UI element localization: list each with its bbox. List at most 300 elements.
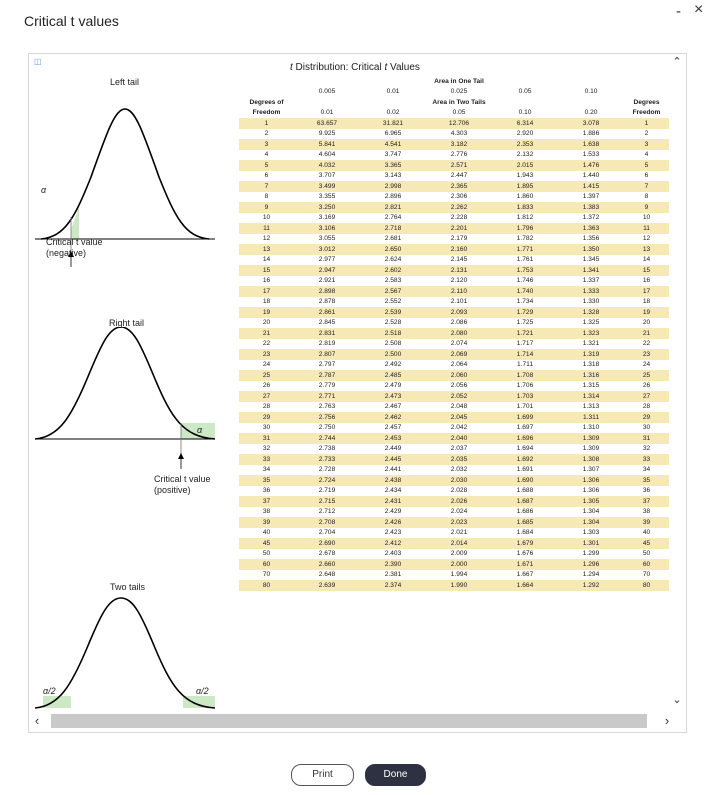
t-value-cell: 2.898 bbox=[294, 286, 360, 297]
t-value-cell: 2.201 bbox=[426, 223, 492, 234]
table-row bbox=[239, 192, 669, 203]
t-value-cell: 1.729 bbox=[492, 307, 558, 318]
t-value-cell: 2.750 bbox=[318, 424, 336, 432]
t-value-cell: 2.602 bbox=[360, 265, 426, 276]
df-cell: 10 bbox=[262, 214, 271, 222]
t-value-cell: 1.714 bbox=[492, 349, 558, 360]
image-icon: ◫ bbox=[34, 57, 42, 66]
t-value-cell: 2.878 bbox=[318, 298, 336, 306]
t-value-cell: 1.304 bbox=[558, 517, 624, 528]
t-value-cell: 1.796 bbox=[492, 223, 558, 234]
t-value-cell: 1.476 bbox=[558, 160, 624, 171]
t-value-cell: 2.434 bbox=[384, 487, 402, 495]
table-row bbox=[239, 444, 669, 455]
t-value-cell: 2.567 bbox=[360, 286, 426, 297]
t-value-cell: 1.303 bbox=[582, 529, 600, 537]
t-value-cell: 2.023 bbox=[426, 517, 492, 528]
df-cell: 38 bbox=[262, 508, 271, 516]
t-value-cell: 1.703 bbox=[492, 391, 558, 402]
df-cell: 27 bbox=[624, 391, 669, 402]
df-cell: 6 bbox=[644, 172, 649, 180]
t-value-cell: 2.771 bbox=[294, 391, 360, 402]
scroll-down-icon[interactable]: ⌄ bbox=[672, 694, 682, 706]
t-value-cell: 2.453 bbox=[360, 433, 426, 444]
t-value-cell: 2.060 bbox=[426, 370, 492, 381]
t-value-cell: 3.169 bbox=[318, 214, 336, 222]
t-value-cell: 2.009 bbox=[450, 550, 468, 558]
t-value-cell: 1.363 bbox=[558, 223, 624, 234]
t-value-cell: 1.306 bbox=[582, 487, 600, 495]
t-value-cell: 2.026 bbox=[426, 496, 492, 507]
t-value-cell: 5.841 bbox=[294, 139, 360, 150]
table-row bbox=[239, 349, 669, 360]
t-value-cell: 2.756 bbox=[294, 412, 360, 423]
df-cell: 30 bbox=[262, 424, 271, 432]
t-value-cell: 1.328 bbox=[558, 307, 624, 318]
t-value-cell: 1.690 bbox=[492, 475, 558, 486]
critical-negative-label-1: Critical t value bbox=[46, 237, 103, 247]
t-value-cell: 1.687 bbox=[492, 496, 558, 507]
t-value-cell: 1.309 bbox=[558, 433, 624, 444]
t-value-cell: 1.316 bbox=[558, 370, 624, 381]
t-value-cell: 3.078 bbox=[558, 118, 624, 129]
t-value-cell: 2.447 bbox=[450, 172, 468, 180]
t-value-cell: 2.947 bbox=[294, 265, 360, 276]
t-value-cell: 1.740 bbox=[492, 286, 558, 297]
t-value-cell: 1.310 bbox=[582, 424, 600, 432]
df-cell: 28 bbox=[642, 403, 651, 411]
table-row bbox=[239, 213, 669, 224]
t-value-cell: 1.990 bbox=[426, 580, 492, 591]
df-cell: 17 bbox=[624, 286, 669, 297]
t-value-cell: 1.301 bbox=[558, 538, 624, 549]
t-value-cell: 2.132 bbox=[516, 151, 534, 159]
t-value-cell: 2.423 bbox=[384, 529, 402, 537]
t-value-cell: 2.374 bbox=[360, 580, 426, 591]
df-cell: 6 bbox=[264, 172, 269, 180]
df-cell: 30 bbox=[642, 424, 651, 432]
t-value-cell: 2.712 bbox=[318, 508, 336, 516]
table-row bbox=[239, 370, 669, 381]
t-value-cell: 2.431 bbox=[360, 496, 426, 507]
t-value-cell: 2.042 bbox=[450, 424, 468, 432]
df-cell: 23 bbox=[239, 349, 294, 360]
df-cell: 14 bbox=[642, 256, 651, 264]
critical-t-table bbox=[239, 76, 669, 591]
t-value-cell: 1.701 bbox=[516, 403, 534, 411]
df-cell: 11 bbox=[239, 223, 294, 234]
df-cell: 1 bbox=[239, 118, 294, 129]
critical-positive-label-2: (positive) bbox=[154, 485, 191, 495]
df-cell: 13 bbox=[624, 244, 669, 255]
df-cell: 19 bbox=[239, 307, 294, 318]
t-value-cell: 1.292 bbox=[558, 580, 624, 591]
critical-negative-label-2: (negative) bbox=[46, 248, 87, 258]
t-value-cell: 3.747 bbox=[384, 151, 402, 159]
df-cell: 1 bbox=[624, 118, 669, 129]
t-value-cell: 1.671 bbox=[492, 559, 558, 570]
t-value-cell: 1.691 bbox=[516, 466, 534, 474]
two-tail-value: 0.02 bbox=[386, 109, 400, 117]
table-row bbox=[239, 412, 669, 423]
table-row bbox=[239, 517, 669, 528]
df-header-line1: Degrees of bbox=[249, 98, 284, 106]
minimize-button[interactable]: - bbox=[676, 3, 681, 20]
one-tail-value: 0.025 bbox=[450, 88, 468, 96]
df-cell: 60 bbox=[624, 559, 669, 570]
table-row bbox=[239, 559, 669, 570]
t-value-cell: 2.473 bbox=[360, 391, 426, 402]
table-row bbox=[239, 454, 669, 465]
df-cell: 13 bbox=[239, 244, 294, 255]
df-cell: 29 bbox=[239, 412, 294, 423]
t-value-cell: 2.000 bbox=[426, 559, 492, 570]
one-tail-value: 0.01 bbox=[386, 88, 400, 96]
t-value-cell: 1.812 bbox=[516, 214, 534, 222]
df-header-right-line2: Freedom bbox=[632, 109, 661, 117]
t-value-cell: 1.372 bbox=[582, 214, 600, 222]
t-value-cell: 2.738 bbox=[318, 445, 336, 453]
t-value-cell: 2.921 bbox=[318, 277, 336, 285]
df-cell: 8 bbox=[264, 193, 269, 201]
t-value-cell: 2.040 bbox=[426, 433, 492, 444]
table-row bbox=[239, 580, 669, 591]
t-value-cell: 1.307 bbox=[582, 466, 600, 474]
t-value-cell: 2.228 bbox=[450, 214, 468, 222]
df-cell: 26 bbox=[262, 382, 271, 390]
one-tail-value: 0.10 bbox=[584, 88, 598, 96]
t-value-cell: 2.032 bbox=[450, 466, 468, 474]
table-row bbox=[239, 297, 669, 308]
scroll-up-icon[interactable]: ⌃ bbox=[672, 56, 682, 68]
df-cell: 38 bbox=[642, 508, 651, 516]
table-row bbox=[239, 255, 669, 266]
t-value-cell: 2.624 bbox=[384, 256, 402, 264]
t-value-cell: 4.541 bbox=[360, 139, 426, 150]
df-cell: 36 bbox=[262, 487, 271, 495]
two-tails-label: Two tails bbox=[110, 582, 146, 592]
t-value-cell: 2.492 bbox=[384, 361, 402, 369]
t-value-cell: 1.321 bbox=[582, 340, 600, 348]
t-value-cell: 1.350 bbox=[558, 244, 624, 255]
t-value-cell: 2.500 bbox=[360, 349, 426, 360]
window-title: Critical t values bbox=[24, 13, 119, 29]
df-cell: 70 bbox=[642, 571, 651, 579]
df-cell: 8 bbox=[644, 193, 649, 201]
two-tail-header: Area in Two Tails bbox=[432, 98, 486, 106]
table-row bbox=[239, 360, 669, 371]
t-value-cell: 2.650 bbox=[360, 244, 426, 255]
print-button[interactable]: Print bbox=[291, 764, 354, 786]
t-value-cell: 2.035 bbox=[426, 454, 492, 465]
t-value-cell: 2.390 bbox=[360, 559, 426, 570]
t-value-cell: 2.528 bbox=[384, 319, 402, 327]
t-value-cell: 1.688 bbox=[516, 487, 534, 495]
t-value-cell: 2.807 bbox=[294, 349, 360, 360]
t-value-cell: 2.462 bbox=[360, 412, 426, 423]
df-cell: 40 bbox=[642, 529, 651, 537]
t-value-cell: 1.833 bbox=[492, 202, 558, 213]
t-value-cell: 3.707 bbox=[318, 172, 336, 180]
t-value-cell: 1.341 bbox=[558, 265, 624, 276]
table-row bbox=[239, 118, 669, 129]
df-cell: 50 bbox=[262, 550, 271, 558]
t-value-cell: 1.696 bbox=[492, 433, 558, 444]
t-value-cell: 63.657 bbox=[294, 118, 360, 129]
table-row bbox=[239, 181, 669, 192]
one-tail-value: 0.005 bbox=[318, 88, 336, 96]
t-value-cell: 1.761 bbox=[516, 256, 534, 264]
t-value-cell: 1.314 bbox=[558, 391, 624, 402]
t-value-cell: 2.145 bbox=[450, 256, 468, 264]
table-row bbox=[239, 202, 669, 213]
df-cell: 45 bbox=[624, 538, 669, 549]
df-cell: 9 bbox=[239, 202, 294, 213]
df-cell: 4 bbox=[264, 151, 269, 159]
t-value-cell: 1.323 bbox=[558, 328, 624, 339]
t-value-cell: 2.861 bbox=[294, 307, 360, 318]
horizontal-scroll-thumb[interactable] bbox=[51, 714, 647, 728]
df-cell: 24 bbox=[642, 361, 651, 369]
horizontal-scrollbar[interactable] bbox=[29, 711, 685, 731]
t-value-cell: 2.101 bbox=[450, 298, 468, 306]
scroll-right-icon[interactable]: › bbox=[664, 713, 670, 728]
t-value-cell: 4.032 bbox=[294, 160, 360, 171]
df-cell: 10 bbox=[642, 214, 651, 222]
t-value-cell: 2.479 bbox=[384, 382, 402, 390]
df-cell: 37 bbox=[624, 496, 669, 507]
df-cell: 26 bbox=[642, 382, 651, 390]
t-value-cell: 1.325 bbox=[582, 319, 600, 327]
df-cell: 34 bbox=[642, 466, 651, 474]
t-value-cell: 6.314 bbox=[492, 118, 558, 129]
df-cell: 25 bbox=[239, 370, 294, 381]
t-value-cell: 2.441 bbox=[384, 466, 402, 474]
t-value-cell: 2.708 bbox=[294, 517, 360, 528]
table-row bbox=[239, 276, 669, 287]
scroll-left-icon[interactable]: ‹ bbox=[34, 713, 40, 728]
t-value-cell: 1.315 bbox=[582, 382, 600, 390]
df-header-right-line1: Degrees bbox=[633, 98, 660, 106]
t-value-cell: 2.014 bbox=[426, 538, 492, 549]
table-row bbox=[239, 496, 669, 507]
df-cell: 7 bbox=[239, 181, 294, 192]
df-cell: 31 bbox=[239, 433, 294, 444]
table-row bbox=[239, 244, 669, 255]
df-cell: 33 bbox=[239, 454, 294, 465]
t-value-cell: 3.355 bbox=[318, 193, 336, 201]
df-cell: 11 bbox=[624, 223, 669, 234]
table-row bbox=[239, 391, 669, 402]
t-value-cell: 3.365 bbox=[360, 160, 426, 171]
t-value-cell: 1.318 bbox=[582, 361, 600, 369]
df-cell: 80 bbox=[624, 580, 669, 591]
t-value-cell: 2.728 bbox=[318, 466, 336, 474]
table-row bbox=[239, 318, 669, 329]
t-value-cell: 1.711 bbox=[516, 361, 533, 369]
t-value-cell: 2.681 bbox=[384, 235, 402, 243]
df-cell: 18 bbox=[642, 298, 651, 306]
t-value-cell: 2.262 bbox=[426, 202, 492, 213]
t-value-cell: 2.724 bbox=[294, 475, 360, 486]
df-cell: 15 bbox=[624, 265, 669, 276]
t-value-cell: 2.920 bbox=[516, 130, 534, 138]
two-tails-left-alpha-label: α/2 bbox=[43, 686, 56, 696]
t-value-cell: 2.998 bbox=[360, 181, 426, 192]
df-cell: 15 bbox=[239, 265, 294, 276]
table-row bbox=[239, 381, 669, 392]
t-value-cell: 1.356 bbox=[582, 235, 600, 243]
t-value-cell: 6.965 bbox=[384, 130, 402, 138]
table-image-viewport[interactable] bbox=[29, 54, 669, 711]
t-value-cell: 2.445 bbox=[360, 454, 426, 465]
t-value-cell: 2.021 bbox=[450, 529, 468, 537]
t-value-cell: 2.715 bbox=[294, 496, 360, 507]
left-alpha-label: α bbox=[41, 185, 47, 195]
t-value-cell: 1.717 bbox=[516, 340, 534, 348]
t-value-cell: 1.337 bbox=[582, 277, 600, 285]
df-cell: 24 bbox=[262, 361, 271, 369]
df-cell: 35 bbox=[624, 475, 669, 486]
two-tails-right-alpha-label: α/2 bbox=[196, 686, 209, 696]
t-value-cell: 1.679 bbox=[492, 538, 558, 549]
table-row bbox=[239, 307, 669, 318]
t-value-cell: 2.048 bbox=[450, 403, 468, 411]
t-value-cell: 2.648 bbox=[318, 571, 336, 579]
df-cell: 70 bbox=[262, 571, 271, 579]
t-value-cell: 2.086 bbox=[450, 319, 468, 327]
t-value-cell: 1.638 bbox=[558, 139, 624, 150]
t-value-cell: 2.024 bbox=[450, 508, 468, 516]
t-value-cell: 2.552 bbox=[384, 298, 402, 306]
t-value-cell: 2.028 bbox=[450, 487, 468, 495]
t-value-cell: 1.706 bbox=[516, 382, 534, 390]
df-cell: 32 bbox=[262, 445, 271, 453]
table-row bbox=[239, 160, 669, 171]
t-value-cell: 1.943 bbox=[516, 172, 534, 180]
t-value-cell: 1.345 bbox=[582, 256, 600, 264]
t-value-cell: 2.787 bbox=[294, 370, 360, 381]
df-cell: 28 bbox=[262, 403, 271, 411]
t-value-cell: 2.831 bbox=[294, 328, 360, 339]
df-cell: 40 bbox=[262, 529, 271, 537]
df-cell: 33 bbox=[624, 454, 669, 465]
t-value-cell: 2.120 bbox=[450, 277, 468, 285]
df-cell: 45 bbox=[239, 538, 294, 549]
df-cell: 9 bbox=[624, 202, 669, 213]
t-value-cell: 2.583 bbox=[384, 277, 402, 285]
t-value-cell: 2.093 bbox=[426, 307, 492, 318]
t-value-cell: 1.699 bbox=[492, 412, 558, 423]
t-value-cell: 2.704 bbox=[318, 529, 336, 537]
t-value-cell: 1.895 bbox=[492, 181, 558, 192]
t-value-cell: 2.381 bbox=[384, 571, 402, 579]
vertical-scrollbar[interactable] bbox=[669, 54, 685, 711]
df-cell: 16 bbox=[642, 277, 651, 285]
table-row bbox=[239, 475, 669, 486]
t-value-cell: 2.719 bbox=[318, 487, 336, 495]
t-value-cell: 2.064 bbox=[450, 361, 468, 369]
table-row bbox=[239, 139, 669, 150]
df-cell: 7 bbox=[624, 181, 669, 192]
t-value-cell: 2.467 bbox=[384, 403, 402, 411]
t-value-cell: 2.764 bbox=[384, 214, 402, 222]
df-cell: 29 bbox=[624, 412, 669, 423]
left-tail-label: Left tail bbox=[110, 77, 140, 87]
df-cell: 20 bbox=[642, 319, 651, 327]
df-header-line2: Freedom bbox=[252, 109, 281, 117]
df-cell: 60 bbox=[239, 559, 294, 570]
t-value-cell: 2.110 bbox=[426, 286, 492, 297]
t-value-cell: 1.309 bbox=[582, 445, 600, 453]
t-value-cell: 2.056 bbox=[450, 382, 468, 390]
t-value-cell: 2.069 bbox=[426, 349, 492, 360]
t-value-cell: 2.508 bbox=[384, 340, 402, 348]
t-value-cell: 3.182 bbox=[426, 139, 492, 150]
df-cell: 22 bbox=[262, 340, 271, 348]
t-value-cell: 1.771 bbox=[492, 244, 558, 255]
table-row bbox=[239, 171, 669, 182]
df-cell: 4 bbox=[644, 151, 649, 159]
close-button[interactable]: × bbox=[694, 1, 704, 18]
table-row bbox=[239, 465, 669, 476]
t-value-cell: 2.306 bbox=[450, 193, 468, 201]
t-value-cell: 1.330 bbox=[582, 298, 600, 306]
t-value-cell: 2.539 bbox=[360, 307, 426, 318]
t-value-cell: 2.678 bbox=[318, 550, 336, 558]
df-cell: 80 bbox=[239, 580, 294, 591]
t-value-cell: 1.296 bbox=[558, 559, 624, 570]
t-value-cell: 4.303 bbox=[450, 130, 468, 138]
t-value-cell: 1.308 bbox=[558, 454, 624, 465]
t-value-cell: 1.533 bbox=[582, 151, 600, 159]
df-cell: 39 bbox=[239, 517, 294, 528]
df-cell: 17 bbox=[239, 286, 294, 297]
df-cell: 36 bbox=[642, 487, 651, 495]
t-value-cell: 1.305 bbox=[558, 496, 624, 507]
t-value-cell: 2.763 bbox=[318, 403, 336, 411]
t-value-cell: 2.449 bbox=[384, 445, 402, 453]
t-value-cell: 1.725 bbox=[516, 319, 534, 327]
table-row bbox=[239, 538, 669, 549]
t-value-cell: 1.685 bbox=[492, 517, 558, 528]
df-cell: 2 bbox=[264, 130, 269, 138]
t-value-cell: 2.518 bbox=[360, 328, 426, 339]
df-cell: 16 bbox=[262, 277, 271, 285]
table-row bbox=[239, 223, 669, 234]
t-value-cell: 2.821 bbox=[360, 202, 426, 213]
table-row bbox=[239, 423, 669, 434]
t-value-cell: 3.106 bbox=[294, 223, 360, 234]
t-value-cell: 2.485 bbox=[360, 370, 426, 381]
done-button[interactable]: Done bbox=[365, 764, 426, 786]
df-cell: 5 bbox=[624, 160, 669, 171]
two-tails-curve bbox=[35, 594, 215, 711]
t-value-cell: 2.074 bbox=[450, 340, 468, 348]
t-value-cell: 1.313 bbox=[582, 403, 600, 411]
table-row bbox=[239, 570, 669, 581]
t-value-cell: 1.304 bbox=[582, 508, 600, 516]
df-cell: 27 bbox=[239, 391, 294, 402]
one-tail-header: Area in One Tail bbox=[434, 77, 484, 85]
t-value-cell: 2.179 bbox=[450, 235, 468, 243]
two-tail-value: 0.05 bbox=[452, 109, 466, 117]
t-value-cell: 2.718 bbox=[360, 223, 426, 234]
t-value-cell: 1.319 bbox=[558, 349, 624, 360]
two-tail-value: 0.20 bbox=[584, 109, 598, 117]
t-value-cell: 2.353 bbox=[492, 139, 558, 150]
t-value-cell: 2.015 bbox=[492, 160, 558, 171]
